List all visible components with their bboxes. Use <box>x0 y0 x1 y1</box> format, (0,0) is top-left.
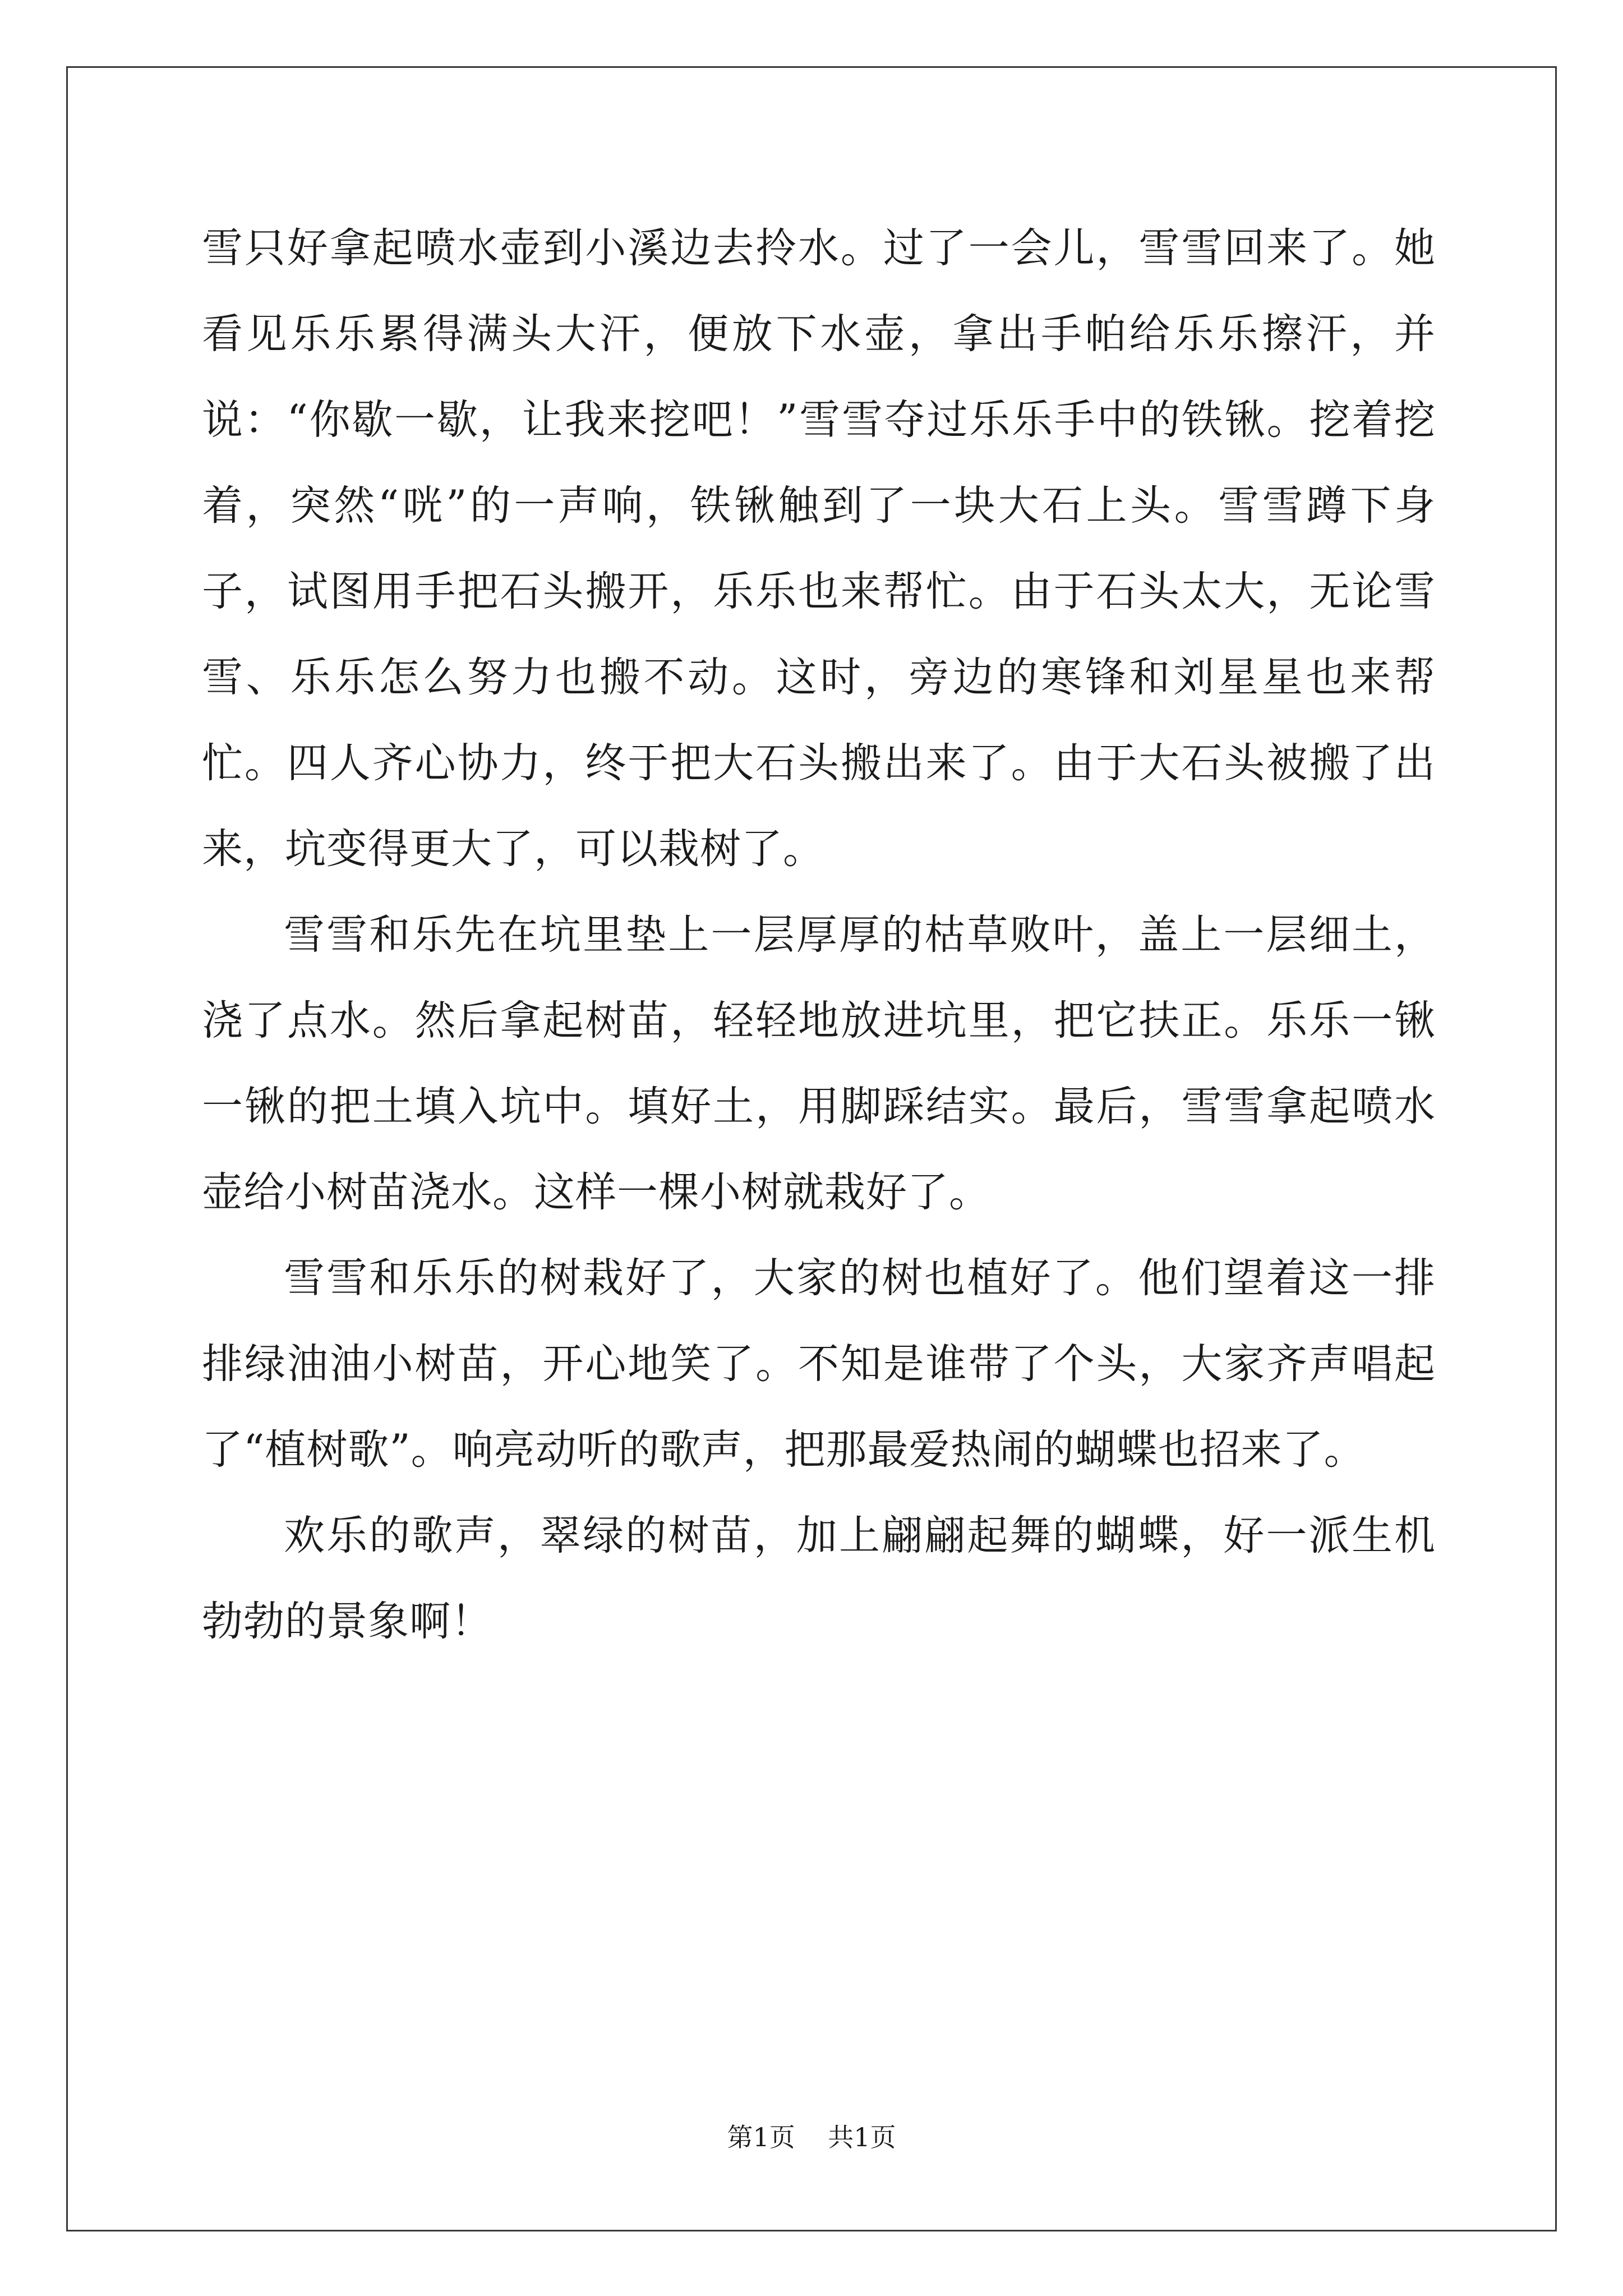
page-footer <box>0 2117 1623 2154</box>
paragraph-4: 欢乐的歌声，翠绿的树苗，加上翩翩起舞的蝴蝶，好一派生机勃勃的景象啊！ <box>202 1512 1436 1645</box>
paragraph-1: 雪只好拿起喷水壶到小溪边去拎水。过了一会儿，雪雪回来了。她看见乐乐累得满头大汗，便放下水壶，拿出手帕给乐乐擦汗，并说：“你歇一歇，让我来挖吧！”雪雪夺过乐乐手中的铁锹。挖着挖着，突然“咣”的一声响，铁锹触到了一块大石上头。雪雪蹲下身子，试图用手把石头搬开，乐乐也来帮忙。由于石头太大，无论雪雪、乐乐怎么努力也搬不动。这时，旁边的寒锋和刘星星也来帮忙。四人齐心协力，终于把大石头搬出来了。由于大石头被搬了出来，坑变得更大了，可以栽树了。 <box>202 224 1436 873</box>
paragraph-3: 雪雪和乐乐的树栽好了，大家的树也植好了。他们望着这一排排绿油油小树苗，开心地笑了。不知是谁带了个头，大家齐声唱起了“植树歌”。响亮动听的歌声，把那最爱热闹的蝴蝶也招来了。 <box>202 1254 1436 1474</box>
paragraph-2: 雪雪和乐先在坑里垫上一层厚厚的枯草败叶，盖上一层细土，浇了点水。然后拿起树苗，轻轻地放进坑里，把它扶正。乐乐一锹一锹的把土填入坑中。填好土，用脚踩结实。最后，雪雪拿起喷水壶给小树苗浇水。这样一棵小树就栽好了。 <box>202 911 1436 1216</box>
page-number: 第1页 <box>727 2122 795 2152</box>
document-body <box>202 205 1436 1664</box>
page-total: 共1页 <box>828 2122 896 2152</box>
